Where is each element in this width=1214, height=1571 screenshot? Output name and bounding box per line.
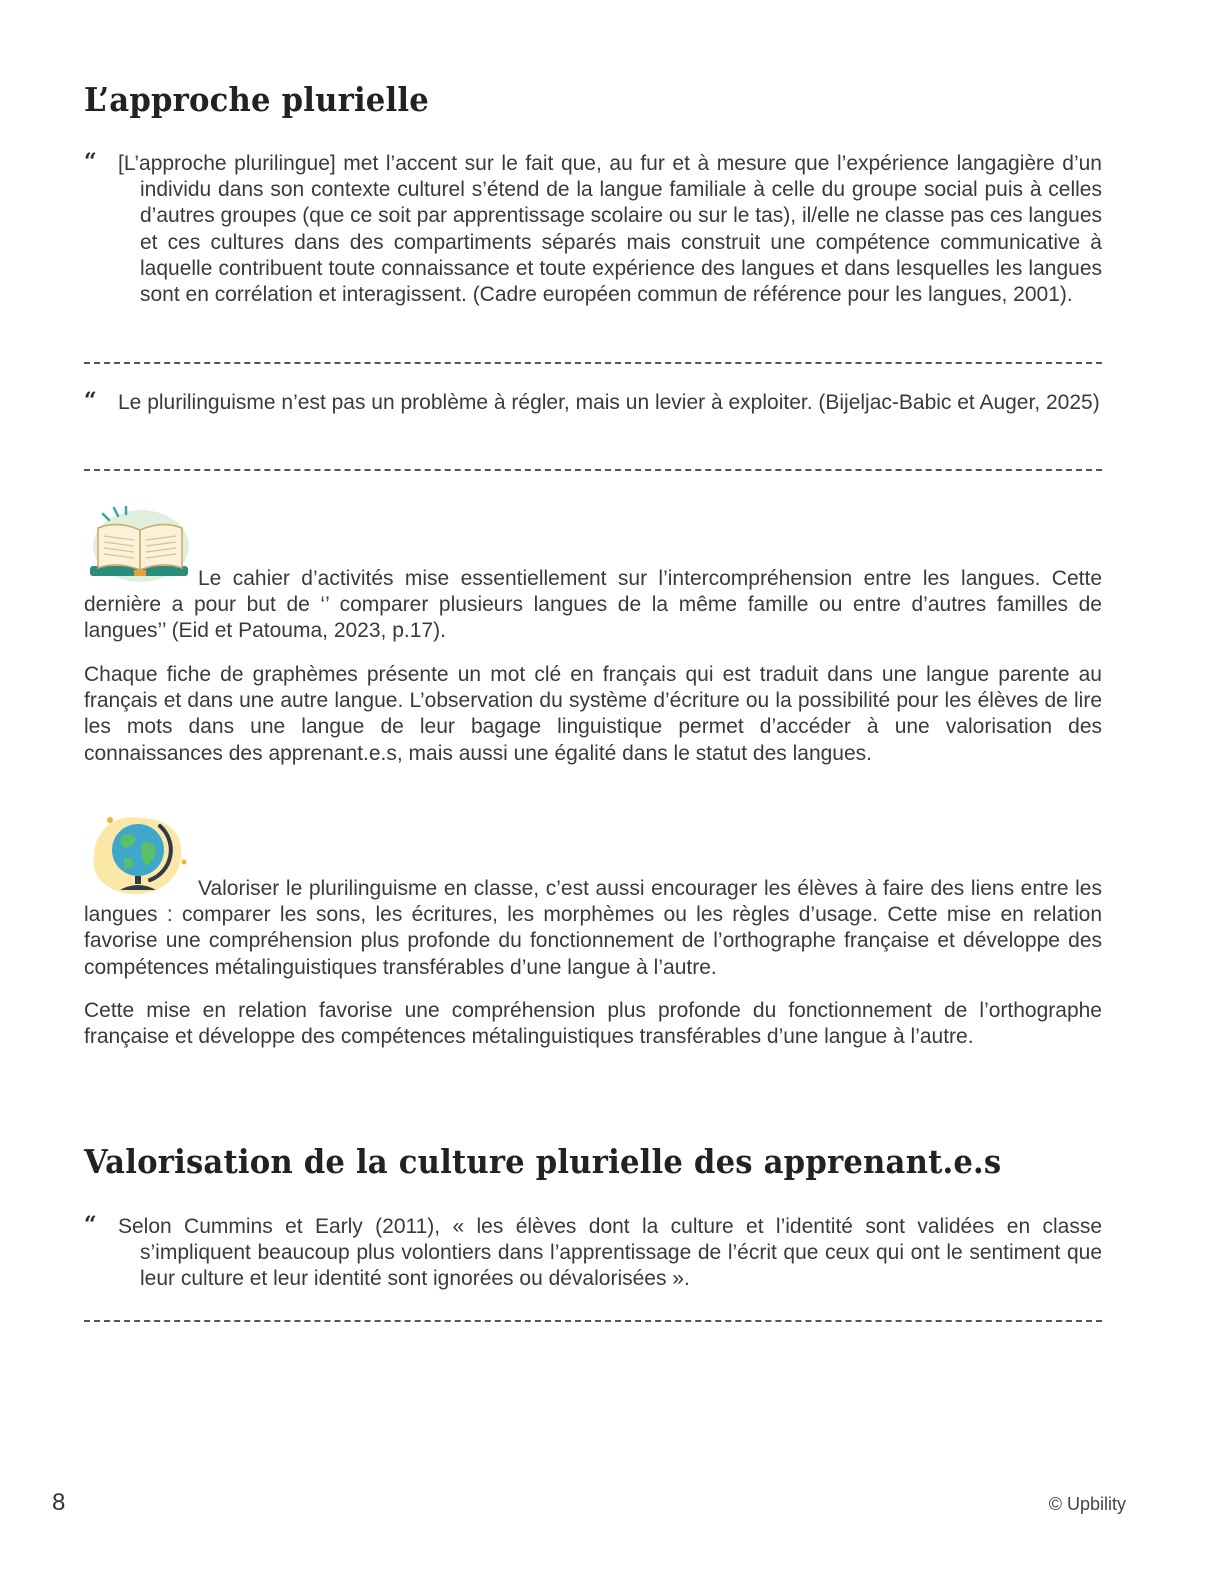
quote-text: [L’approche plurilingue] met l’accent sur le fait que, au fur et à mesure que l’expérience langagière d’un individu dans son contexte culturel s’étend de la langue familiale à celle du groupe social puis à celles d’autres groupes (que ce soit par apprentissage scolaire ou sur le tas), il/elle ne classe pas ces langues et ces cultures dans des compartiments séparés mais construit une compétence communicative à laquelle contribuent toute connaissance et toute expérience des langues et dans lesquelles les langues sont en corrélation et interagissent. (Cadre européen commun de référence pour les langues, 2001). — [118, 152, 1102, 307]
section-title-approche-plurielle: L’approche plurielle — [84, 80, 429, 119]
paragraph-mise-en-relation: Cette mise en relation favorise une compréhension plus profonde du fonctionnement de l’orthographe française et développe des compétences métalinguistiques transférables d’une langue à l’autre. — [84, 999, 1102, 1049]
page-number: 8 — [52, 1489, 66, 1516]
paragraph-valoriser-plurilinguisme: Valoriser le plurilinguisme en classe, c’est aussi encourager les élèves à faire des liens entre les langues : comparer les sons, les écritures, les morphèmes ou les règles d’usage. Cette mise en relation favorise une compréhension plus profonde du fonctionnement de l’orthographe française et développe des compétences métalinguistiques transférables d’une langue à l’autre. — [84, 877, 1102, 979]
quote-mark-icon: “ — [84, 388, 97, 414]
dashed-divider — [84, 469, 1102, 471]
dashed-divider — [84, 362, 1102, 364]
quote-text: Le plurilinguisme n’est pas un problème à régler, mais un levier à exploiter. (Bijeljac-Babic et Auger, 2025) — [118, 391, 1100, 414]
blockquote-cecr — [84, 151, 1102, 308]
blockquote-bijeljac — [84, 390, 1102, 416]
section-title-culture-plurielle: Valorisation de la culture plurielle des apprenant.e.s — [84, 1142, 1002, 1181]
blockquote-cummins — [84, 1214, 1102, 1293]
copyright-notice: © Upbility — [1048, 1494, 1126, 1514]
quote-text: Selon Cummins et Early (2011), « les élèves dont la culture et l’identité sont validées en classe s’impliquent beaucoup plus volontiers dans l’apprentissage de l’écrit que ceux qui ont le sentiment que leur culture et leur identité sont ignorées ou dévalorisées ». — [118, 1215, 1102, 1291]
paragraph-fiches-graphemes: Chaque fiche de graphèmes présente un mot clé en français qui est traduit dans une langue parente au français et dans une autre langue. L’observation du système d’écriture ou la possibilité pour les élèves de lire les mots dans une langue de leur bagage linguistique permet d’accéder à une valorisation des connaissances des apprenant.e.s, mais aussi une égalité dans le statut des langues. — [84, 663, 1102, 765]
quote-mark-icon: “ — [84, 149, 97, 175]
quote-mark-icon: “ — [84, 1212, 97, 1238]
dashed-divider — [84, 1320, 1102, 1322]
paragraph-intercomprehension: Le cahier d’activités mise essentiellement sur l’intercompréhension entre les langues. Cette dernière a pour but de ‘’ comparer plusieurs langues de la même famille ou entre d’autres familles de langues’’ (Eid et Patouma, 2023, p.17). — [84, 567, 1102, 643]
